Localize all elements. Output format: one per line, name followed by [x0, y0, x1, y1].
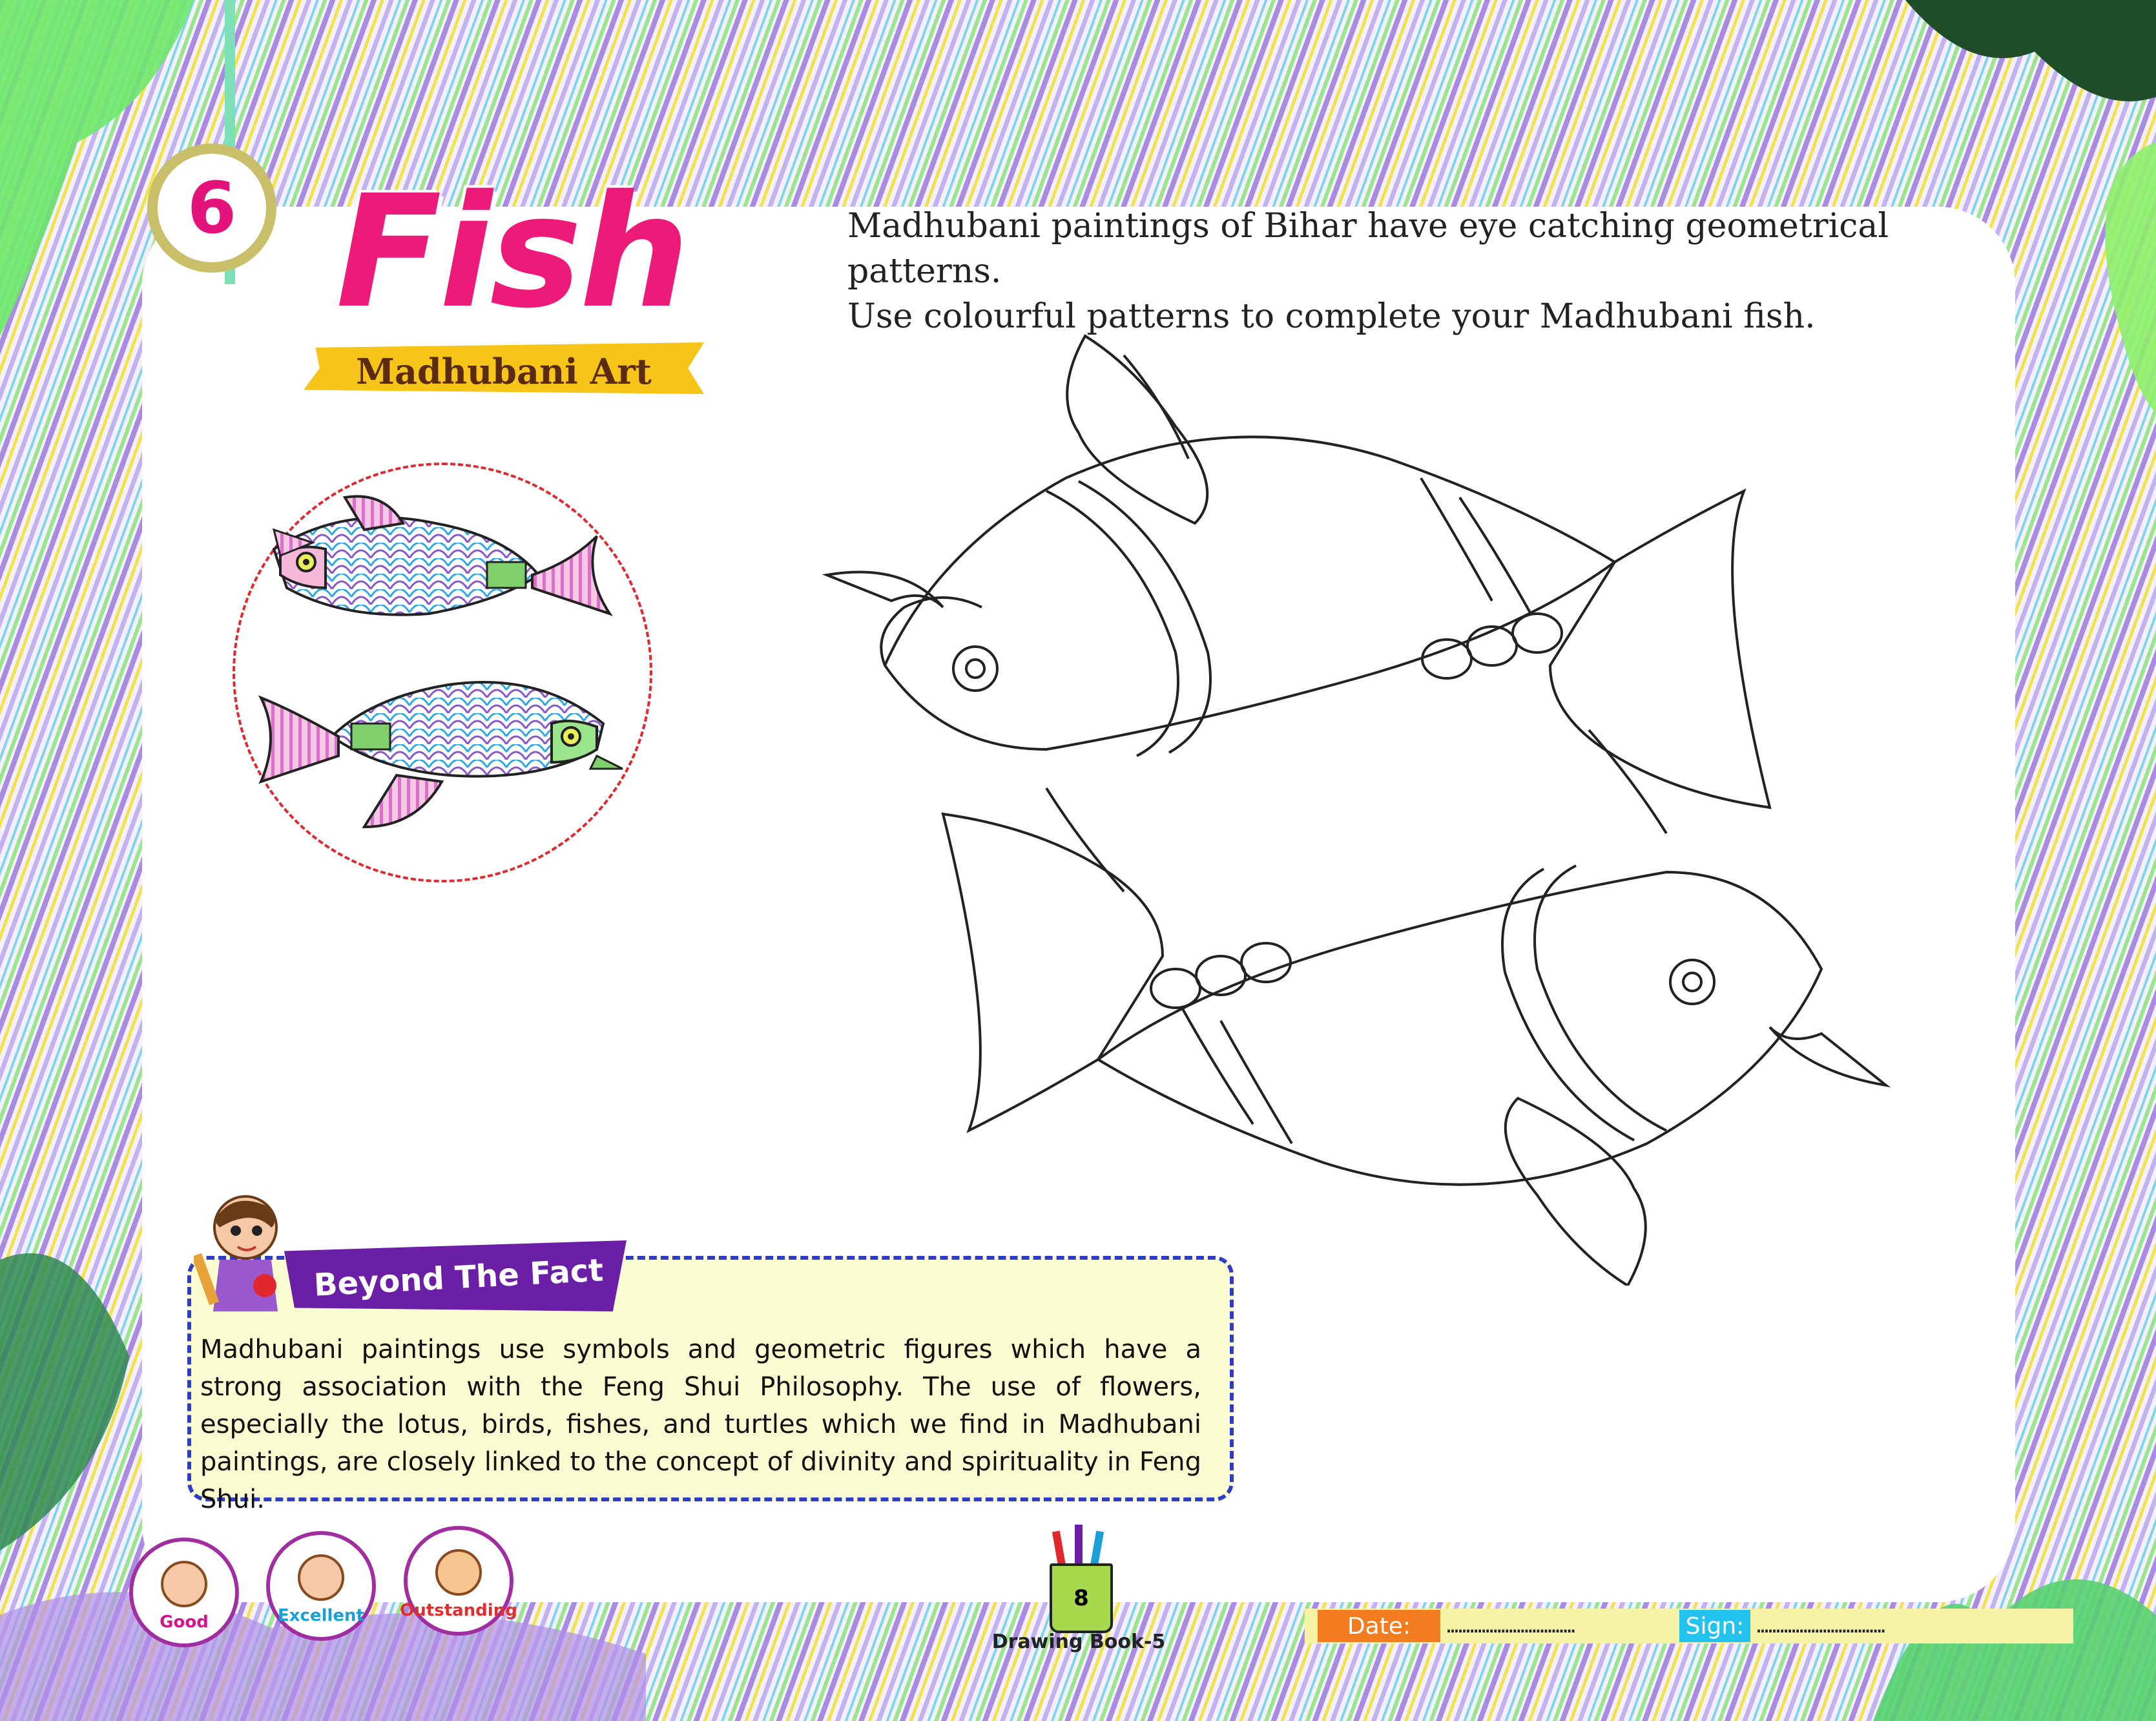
date-field[interactable]: ……………………………: [1447, 1615, 1575, 1638]
date-label: Date:: [1318, 1610, 1440, 1642]
page-title: Fish: [336, 162, 687, 342]
reference-image-circle: [233, 463, 652, 882]
instruction-line-2: Use colourful patterns to complete your Madhubani fish.: [847, 297, 1816, 336]
page-number: 8: [1050, 1563, 1113, 1633]
kid-painting-illustration: [194, 1189, 291, 1311]
fact-heading: Beyond The Fact: [313, 1252, 605, 1304]
book-name: Drawing Book-5: [991, 1631, 1166, 1653]
rating-excellent[interactable]: [266, 1531, 376, 1641]
chapter-number-badge: [147, 143, 276, 273]
fish-outline-drawing[interactable]: [775, 329, 1938, 1286]
sign-field[interactable]: ……………………………: [1757, 1615, 1885, 1638]
rating-label-good: Good: [160, 1612, 209, 1632]
instruction-line-1: Madhubani paintings of Bihar have eye catching geometrical patterns.: [847, 207, 1889, 291]
chapter-number: 6: [187, 167, 237, 249]
girl-face-icon: [161, 1561, 207, 1607]
sign-label: Sign:: [1679, 1610, 1750, 1642]
rating-label-excellent: Excellent: [278, 1606, 364, 1625]
fact-text: Madhubani paintings use symbols and geometric figures which have a strong association with the Feng Shui Philosophy. The use of flowers, especially the lotus, birds, fishes, and turtles which we find in Madhubani paintings, are closely linked to the concept of divinity and spirituality in Feng Shui.: [200, 1335, 1201, 1514]
rating-good[interactable]: [129, 1538, 239, 1647]
rating-label-outstanding: Outstanding: [400, 1601, 517, 1620]
coloured-fish-reference-image: [235, 465, 650, 880]
girl-face-icon: [298, 1554, 344, 1601]
girl-face-icon: [435, 1549, 482, 1596]
instructions: [847, 203, 1945, 339]
rating-outstanding[interactable]: [400, 1526, 517, 1636]
page-subtitle: Madhubani Art: [356, 351, 652, 392]
